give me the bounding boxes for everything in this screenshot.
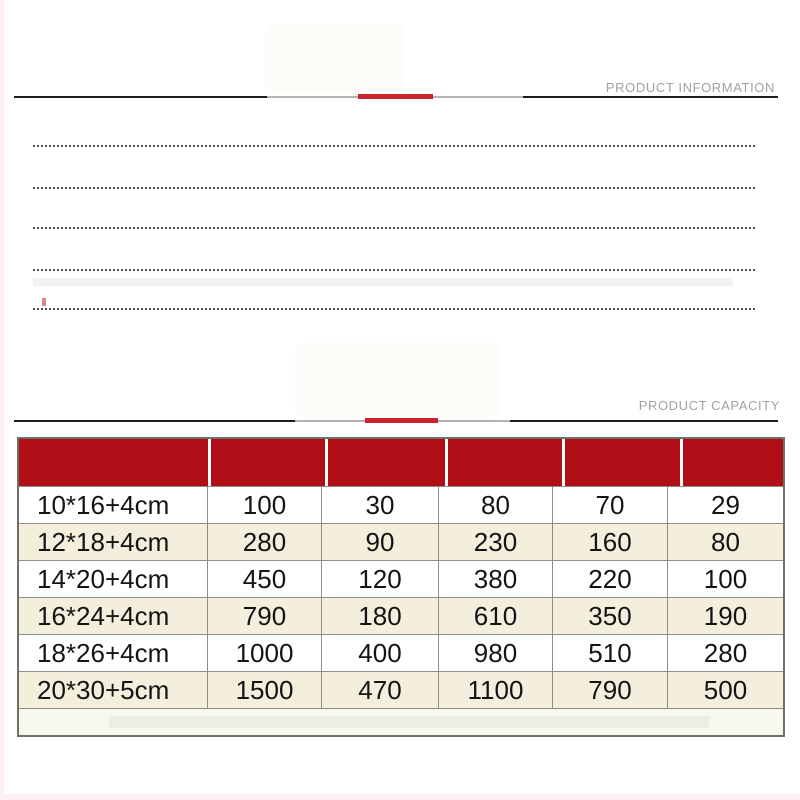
size-cell: 10*16+4cm <box>19 487 208 523</box>
table-row <box>19 634 783 671</box>
info-divider-red-accent <box>358 94 433 99</box>
value-cell: 280 <box>208 524 322 560</box>
spec-dotted-line <box>33 308 755 310</box>
value-cell: 29 <box>711 489 740 520</box>
value-cell: 1100 <box>439 672 553 708</box>
faded-text-row <box>33 278 733 286</box>
ghost-block-mid <box>295 343 500 417</box>
value-cell: 510 <box>553 635 668 671</box>
value-cell: 180 <box>322 598 439 634</box>
value-cell: 380 <box>439 561 553 597</box>
value-cell: 500 <box>703 674 748 705</box>
faded-red-mark <box>42 298 46 306</box>
value-cell: 100 <box>208 487 322 523</box>
value-cell: 220 <box>553 561 668 597</box>
table-footer-row <box>19 708 783 735</box>
value-cell: 100 <box>703 563 748 594</box>
table-header-row <box>19 439 783 486</box>
product-information-heading: PRODUCT INFORMATION <box>605 80 775 95</box>
capacity-table <box>17 437 785 737</box>
value-cell: 980 <box>439 635 553 671</box>
table-row <box>19 486 783 523</box>
faded-footer-text <box>109 716 709 728</box>
value-cell: 470 <box>322 672 439 708</box>
value-cell: 70 <box>553 487 668 523</box>
value-cell: 1000 <box>208 635 322 671</box>
capacity-divider-rule <box>14 420 778 422</box>
capacity-divider-red-accent <box>365 418 438 423</box>
product-capacity-heading: PRODUCT CAPACITY <box>638 398 780 413</box>
ghost-block-top <box>265 24 405 94</box>
value-cell: 350 <box>553 598 668 634</box>
value-cell: 120 <box>322 561 439 597</box>
table-body <box>19 486 783 708</box>
spec-dotted-line <box>33 269 755 271</box>
info-divider-rule <box>14 96 778 98</box>
table-row <box>19 523 783 560</box>
value-cell: 790 <box>553 672 668 708</box>
value-cell: 610 <box>439 598 553 634</box>
bottom-edge-tint <box>0 794 800 800</box>
value-cell: 790 <box>208 598 322 634</box>
value-cell: 90 <box>322 524 439 560</box>
table-header-cell <box>448 439 562 486</box>
table-row <box>19 597 783 634</box>
value-cell: 230 <box>439 524 553 560</box>
spec-dotted-line <box>33 187 755 189</box>
table-header-cell <box>19 439 208 486</box>
value-cell: 30 <box>322 487 439 523</box>
table-header-cell <box>328 439 445 486</box>
value-cell: 160 <box>553 524 668 560</box>
size-cell: 12*18+4cm <box>19 524 208 560</box>
size-cell: 20*30+5cm <box>19 672 208 708</box>
left-edge-tint <box>0 0 4 800</box>
size-cell: 14*20+4cm <box>19 561 208 597</box>
table-row <box>19 671 783 708</box>
value-cell: 190 <box>703 600 748 631</box>
table-header-cell <box>565 439 680 486</box>
value-cell: 80 <box>711 526 740 557</box>
value-cell: 80 <box>439 487 553 523</box>
size-cell: 18*26+4cm <box>19 635 208 671</box>
table-header-cell <box>211 439 325 486</box>
value-cell: 280 <box>703 637 748 668</box>
table-row <box>19 560 783 597</box>
table-header-cell <box>683 439 783 486</box>
value-cell: 450 <box>208 561 322 597</box>
spec-dotted-line <box>33 227 755 229</box>
value-cell: 1500 <box>208 672 322 708</box>
size-cell: 16*24+4cm <box>19 598 208 634</box>
value-cell: 400 <box>322 635 439 671</box>
spec-dotted-line <box>33 145 755 147</box>
